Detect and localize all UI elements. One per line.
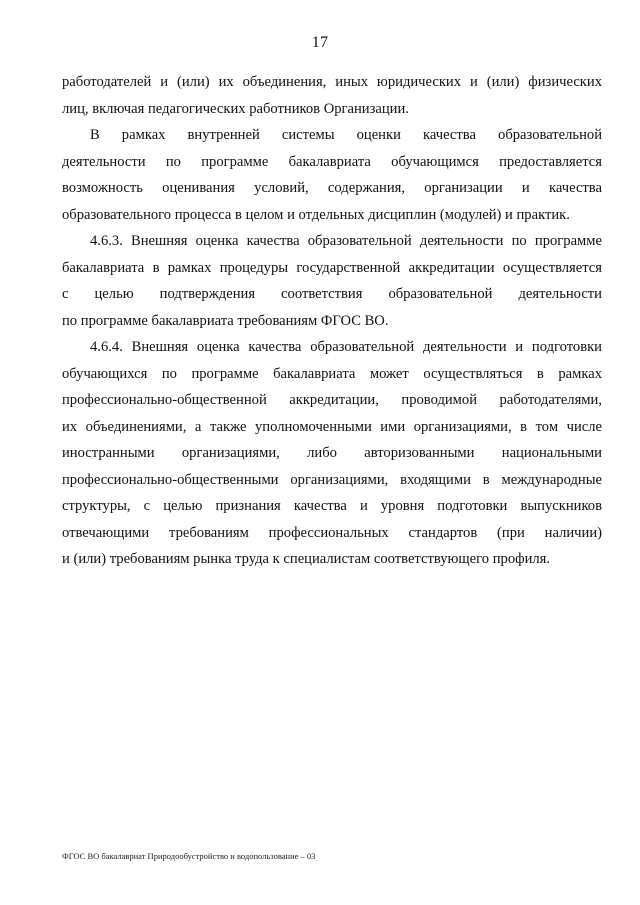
page-number: 17 <box>311 34 329 51</box>
text-line: профессионально-общественными организациями, входящими в международные <box>62 471 602 488</box>
page-body <box>62 69 602 573</box>
text-line: обучающихся по программе бакалавриата может осуществляться в рамках <box>62 365 602 382</box>
text-line: с целью подтверждения соответствия образовательной деятельности <box>62 286 602 302</box>
text-line: по программе бакалавриата требованиям ФГОС ВО. <box>62 312 389 329</box>
page-footer: ФГОС ВО бакалавриат Природообустройство и водопользование – 03 <box>62 851 316 861</box>
text-line: и (или) требованиям рынка труда к специалистам соответствующего профиля. <box>62 551 551 567</box>
text-line: бакалавриата в рамках процедуры государственной аккредитации осуществляется <box>62 259 602 276</box>
text-line: отвечающими требованиям профессиональных стандартов (при наличии) <box>62 524 602 541</box>
text-line: деятельности по программе бакалавриата обучающимся предоставляется <box>62 153 602 170</box>
text-line: профессионально-общественной аккредитации, проводимой работодателями, <box>62 392 602 408</box>
text-line: их объединениями, а также уполномоченными ими организациями, в том числе <box>62 418 602 435</box>
text-line: структуры, с целью признания качества и уровня подготовки выпускников <box>62 498 602 514</box>
paragraph-start-line: 4.6.4. Внешняя оценка качества образовательной деятельности и подготовки <box>90 339 602 355</box>
text-line: возможность оценивания условий, содержания, организации и качества <box>62 180 602 196</box>
paragraph-start-line: 4.6.3. Внешняя оценка качества образовательной деятельности по программе <box>90 233 602 249</box>
text-line: иностранными организациями, либо авторизованными национальными <box>62 445 602 461</box>
text-line: образовательного процесса в целом и отдельных дисциплин (модулей) и практик. <box>62 206 570 223</box>
paragraph-start-line: В рамках внутренней системы оценки качества образовательной <box>90 127 602 143</box>
text-line: лиц, включая педагогических работников Организации. <box>62 100 409 117</box>
text-line: работодателей и (или) их объединения, иных юридических и (или) физических <box>62 74 602 90</box>
